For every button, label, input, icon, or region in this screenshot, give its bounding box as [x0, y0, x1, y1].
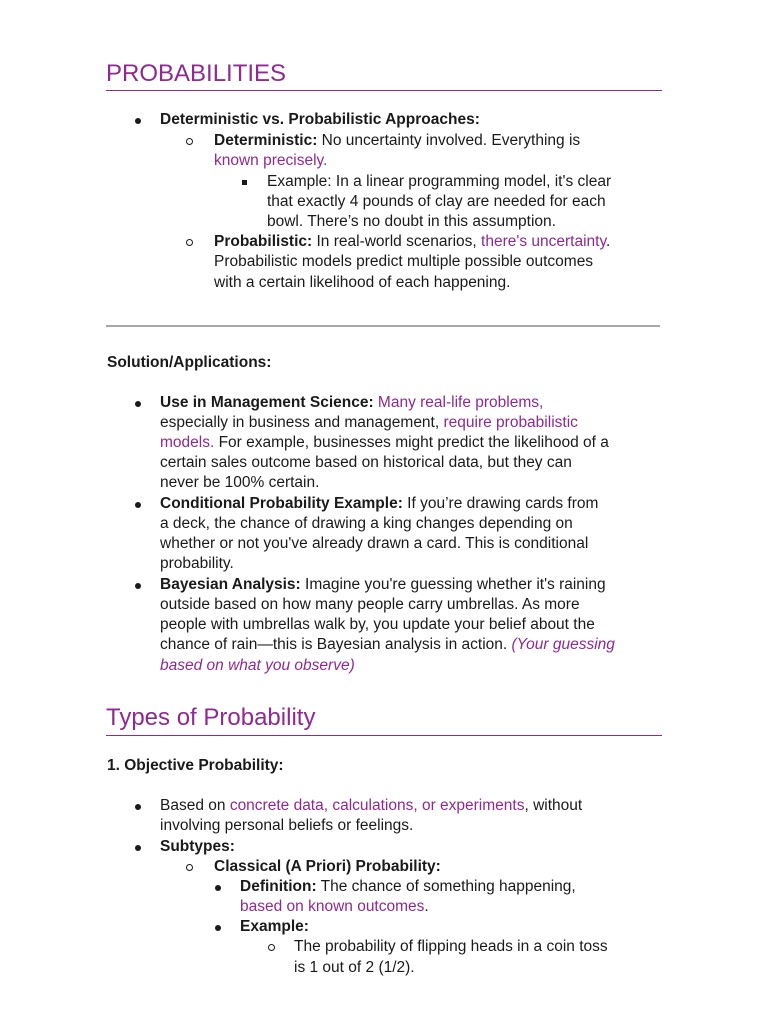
- classical-label: Classical (A Priori) Probability:: [214, 858, 441, 875]
- bullet-circle: [186, 239, 193, 246]
- management-line-3: models. For example, businesses might predict the likelihood of a: [160, 434, 609, 451]
- conditional-line-4: probability.: [160, 555, 234, 572]
- bayesian-line-4: chance of rain—this is Bayesian analysis in action. (Your guessing: [160, 636, 615, 653]
- bayesian-line-1: Bayesian Analysis: Imagine you're guessing whether it's raining: [160, 576, 606, 593]
- conditional-line-3: whether or not you've already drawn a card. This is conditional: [160, 535, 589, 552]
- bayesian-line-5: based on what you observe): [160, 657, 355, 674]
- section-divider: [106, 325, 660, 327]
- probabilistic-line-2: Probabilistic models predict multiple possible outcomes: [214, 253, 594, 270]
- probabilistic-line: Probabilistic: In real-world scenarios, there's uncertainty.: [214, 233, 611, 250]
- coin-line-1: The probability of flipping heads in a coin toss: [294, 938, 608, 955]
- bullet-dot: [135, 583, 141, 589]
- page-title: PROBABILITIES: [106, 60, 287, 87]
- bullet-dot: [135, 401, 141, 407]
- definition-line-2: based on known outcomes.: [240, 898, 429, 915]
- objective-heading: 1. Objective Probability:: [107, 757, 284, 774]
- based-line-2: involving personal beliefs or feelings.: [160, 817, 414, 834]
- conditional-line-2: a deck, the chance of drawing a king changes depending on: [160, 515, 573, 532]
- management-line-4: certain sales outcome based on historical data, but they can: [160, 454, 572, 471]
- example-line-1: Example: In a linear programming model, it's clear: [267, 173, 612, 190]
- deterministic-highlight: known precisely.: [214, 152, 328, 169]
- based-line-1: Based on concrete data, calculations, or experiments, without: [160, 797, 583, 814]
- title-underline: [106, 90, 662, 91]
- bayesian-line-2: outside based on how many people carry umbrellas. As more: [160, 596, 580, 613]
- coin-line-2: is 1 out of 2 (1/2).: [294, 959, 415, 976]
- solutions-heading: Solution/Applications:: [107, 354, 272, 371]
- management-line-2: especially in business and management, require probabilistic: [160, 414, 578, 431]
- definition-line-1: Definition: The chance of something happening,: [240, 878, 576, 895]
- bullet-dot: [215, 885, 221, 891]
- deterministic-line: Deterministic: No uncertainty involved. Everything is: [214, 132, 581, 149]
- example-line-3: bowl. There’s no doubt in this assumption.: [267, 213, 556, 230]
- example-line-2: that exactly 4 pounds of clay are needed for each: [267, 193, 606, 210]
- bullet-circle: [268, 944, 275, 951]
- management-line-1: Use in Management Science: Many real-life problems,: [160, 394, 544, 411]
- bullet-square: [242, 180, 247, 185]
- management-line-5: never be 100% certain.: [160, 474, 320, 491]
- probabilistic-line-3: with a certain likelihood of each happening.: [214, 274, 511, 291]
- subtypes-label: Subtypes:: [160, 838, 235, 855]
- bullet-circle: [186, 138, 193, 145]
- bullet-circle: [186, 864, 193, 871]
- bullet-dot: [215, 925, 221, 931]
- example-label: Example:: [240, 918, 309, 935]
- bullet-dot: [135, 804, 141, 810]
- bullet-dot: [135, 845, 141, 851]
- conditional-line-1: Conditional Probability Example: If you’re drawing cards from: [160, 495, 599, 512]
- approaches-heading: Deterministic vs. Probabilistic Approaches:: [160, 111, 480, 128]
- types-title: Types of Probability: [106, 704, 316, 731]
- bullet-dot: [135, 118, 141, 124]
- types-underline: [106, 735, 662, 736]
- bullet-dot: [135, 502, 141, 508]
- bayesian-line-3: people with umbrellas walk by, you update your belief about the: [160, 616, 595, 633]
